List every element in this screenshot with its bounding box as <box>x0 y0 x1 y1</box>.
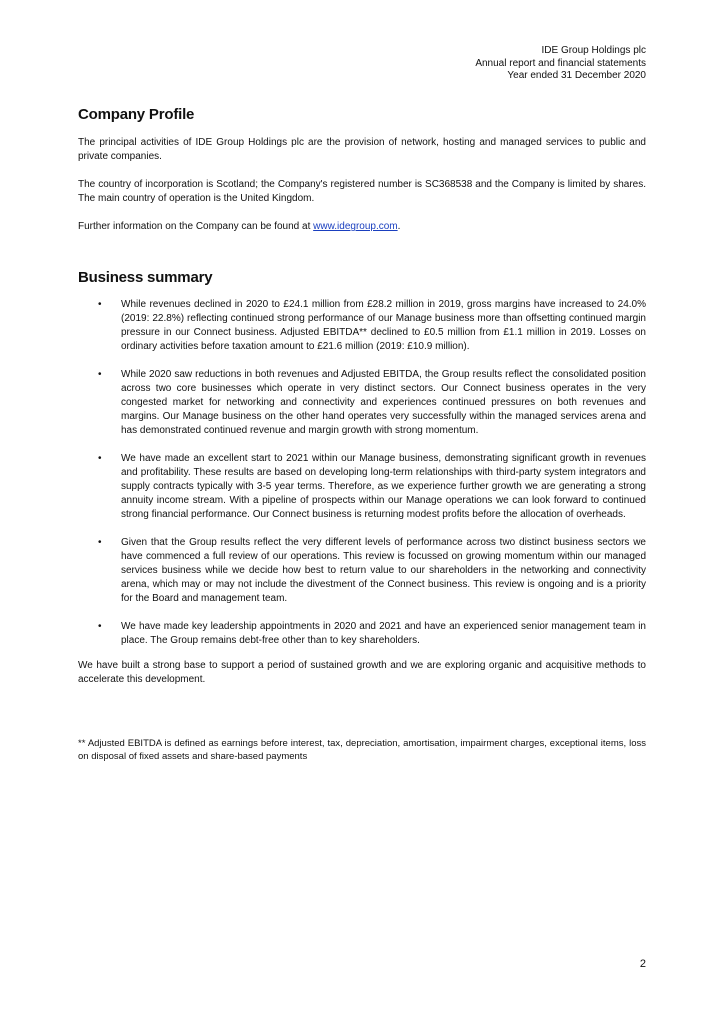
summary-item <box>78 452 646 522</box>
page-header <box>475 45 646 83</box>
header-report: Annual report and financial statements <box>475 57 646 69</box>
summary-item <box>78 536 646 606</box>
main-content <box>78 100 646 687</box>
summary-item-text: While 2020 saw reductions in both revenues and Adjusted EBITDA, the Group results reflect the consolidated position across two core businesses which operate in very distinct sectors. Our Connect business operates in the very congested market for networking and connectivity and experiences continued pressures on both revenues and margins. Our Manage business on the other hand operates very successfully within the managed services arena and has demonstrated continued revenue and margin growth with strong momentum. <box>121 369 646 436</box>
summary-item <box>78 298 646 354</box>
bullet-icon: • <box>98 369 102 380</box>
profile-paragraph-1: The principal activities of IDE Group Holdings plc are the provision of network, hosting and managed services to public and private companies. <box>78 137 646 162</box>
summary-item <box>78 620 646 648</box>
bullet-icon: • <box>98 621 102 632</box>
company-profile-heading: Company Profile <box>78 106 195 123</box>
closing-paragraph: We have built a strong base to support a period of sustained growth and we are exploring organic and acquisitive methods to accelerate this development. <box>78 660 646 685</box>
footnote <box>78 737 646 763</box>
summary-item-text: While revenues declined in 2020 to £24.1 million from £28.2 million in 2019, gross margins have increased to 24.0% (2019: 22.8%) reflecting continued strong performance of our Manage business more than offsetting continued margin pressure in our Connect business. Adjusted EBITDA** declined to £0.5 million from £1.1 million in 2019. Losses on ordinary activities before taxation amount to £21.6 million (2019: £10.9 million). <box>121 299 646 352</box>
bullet-icon: • <box>98 537 102 548</box>
summary-item-text: We have made key leadership appointments in 2020 and 2021 and have an experienced senior management team in place. The Group remains debt-free other than to key shareholders. <box>121 621 646 646</box>
summary-item-text: Given that the Group results reflect the very different levels of performance across two distinct business sectors we have commenced a full review of our operations. This review is focussed on growing momentum within our managed services business while we decide how best to return value to our shareholders in the networking and connectivity arena, which may or may not include the divestment of the Connect business. This review is ongoing and is a priority for the Board and management team. <box>121 537 646 604</box>
summary-item-text: We have made an excellent start to 2021 within our Manage business, demonstrating significant growth in revenues and profitability. These results are based on developing long-term relationships with third-party system integrators and supply contracts typically with 3-5 year terms. Therefore, as we experience further growth we are generating a strong annuity income stream. With a pipeline of prospects within our Manage operations we can look forward to continued strong financial performance. Our Connect business is returning modest profits before the allocation of overheads. <box>121 453 646 520</box>
header-company: IDE Group Holdings plc <box>541 45 646 56</box>
business-summary-heading: Business summary <box>78 269 213 286</box>
website-link[interactable]: www.idegroup.com <box>313 221 398 232</box>
bullet-icon: • <box>98 453 102 464</box>
page-number: 2 <box>639 958 646 970</box>
header-period: Year ended 31 December 2020 <box>507 70 646 81</box>
summary-item <box>78 368 646 438</box>
bullet-icon: • <box>98 299 102 310</box>
profile-paragraph-3: Further information on the Company can be found at www.idegroup.com. <box>78 221 401 232</box>
profile-paragraph-2: The country of incorporation is Scotland; the Company's registered number is SC368538 and the Company is limited by shares. The main country of operation is the United Kingdom. <box>78 179 646 204</box>
summary-list <box>78 298 646 648</box>
footnote-text: ** Adjusted EBITDA is defined as earnings before interest, tax, depreciation, amortisation, impairment charges, exceptional items, loss on disposal of fixed assets and share-based payments <box>78 738 646 762</box>
